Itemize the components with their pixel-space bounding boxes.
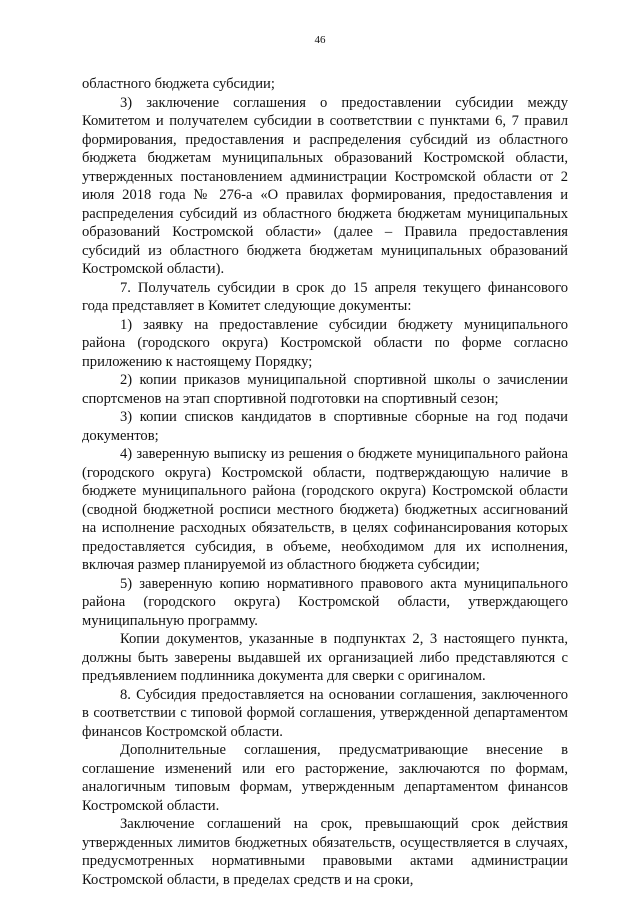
paragraph-subitem-2-orders: 2) копии приказов муниципальной спортивной школы о зачислении спортсменов на этап спортивной подготовки на спортивный сезон; <box>82 372 568 407</box>
paragraph-continuation: областного бюджета субсидии; <box>82 76 275 92</box>
paragraph-item-8: 8. Субсидия предоставляется на основании соглашения, заключенного в соответствии с типовой формой соглашения, утвержденной департаментом финансов Костромской области. <box>82 686 568 740</box>
paragraph-subitem-4-extract: 4) заверенную выписку из решения о бюджете муниципального района (городского округа) Костромской области, подтверждающую наличие в бюджете муниципального района (городского округа) Костромской области (сводной бюджетной росписи местного бюджета) бюджетных ассигнований на исполнение расходных обязательств, в целях софинансирования которых предоставляется субсидия, в объеме, необходимом для их исполнения, включая размер планируемой из областного бюджета субсидии; <box>82 446 568 573</box>
paragraph-subitem-3-agreement: 3) заключение соглашения о предоставлении субсидии между Комитетом и получателем субсидии в соответствии с пунктами 6, 7 правил формирования, предоставления и распределения субсидий из областного бюджета бюджетам муниципальных образований Костромской области, утвержденных постановлением администрации Костромской области от 2 июля 2018 года № 276-а «О правилах формирования, предоставления и распределения субсидий из областного бюджета бюджетам муниципальных образований Костромской области» (далее – Правила предоставления субсидий из областного бюджета бюджетам муниципальных образований Костромской области). <box>82 94 568 277</box>
page-number: 46 <box>314 34 326 46</box>
document-body <box>82 75 568 889</box>
paragraph-subitem-3-lists: 3) копии списков кандидатов в спортивные сборные на год подачи документов; <box>82 409 568 444</box>
paragraph-additional-agreements: Дополнительные соглашения, предусматривающие внесение в соглашение изменений или его расторжение, заключаются по формам, аналогичным типовым формам, утвержденным департаментом финансов Костромской области. <box>82 742 568 814</box>
paragraph-agreement-term: Заключение соглашений на срок, превышающий срок действия утвержденных лимитов бюджетных обязательств, осуществляется в случаях, предусмотренных нормативными правовыми актами администрации Костромской области, в пределах средств и на сроки, <box>82 816 568 888</box>
paragraph-copies: Копии документов, указанные в подпунктах 2, 3 настоящего пункта, должны быть заверены выдавшей их организацией либо представляются с предъявлением подлинника документа для сверки с оригиналом. <box>82 631 568 684</box>
paragraph-item-7: 7. Получатель субсидии в срок до 15 апреля текущего финансового года представляет в Комитет следующие документы: <box>82 279 568 314</box>
paragraph-subitem-1-application: 1) заявку на предоставление субсидии бюджету муниципального района (городского округа) Костромской области по форме согласно приложению к настоящему Порядку; <box>82 316 568 370</box>
paragraph-subitem-5-act: 5) заверенную копию нормативного правового акта муниципального района (городского округа) Костромской области, утверждающего муниципальную программу. <box>82 575 568 629</box>
